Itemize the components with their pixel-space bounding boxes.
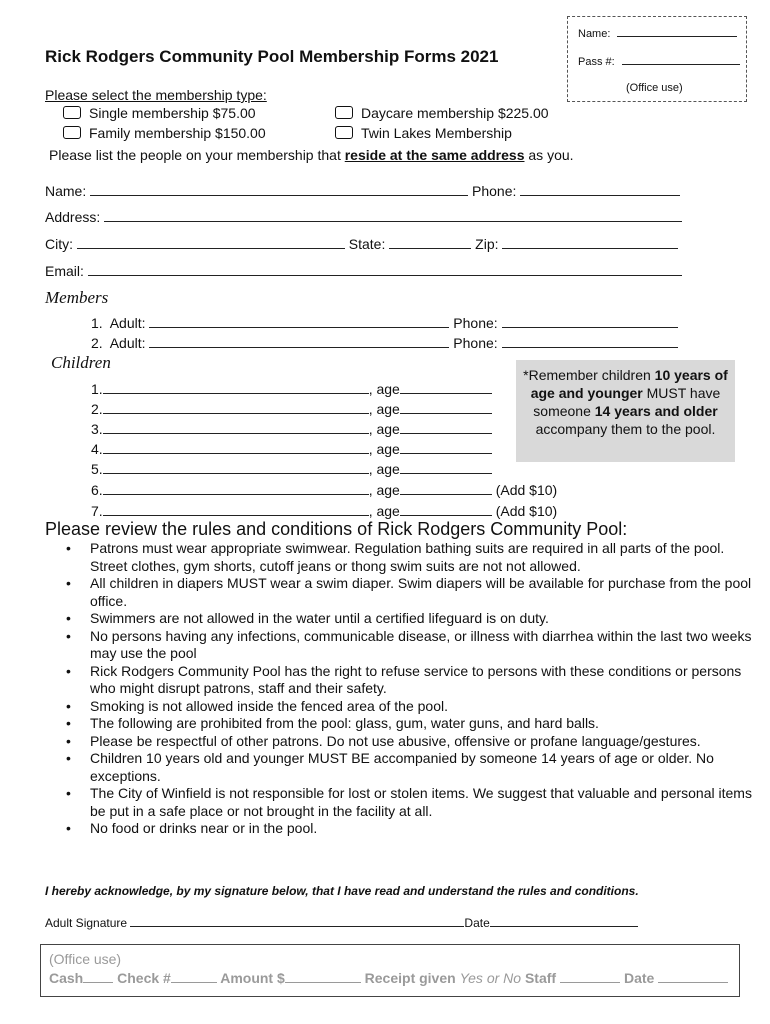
- member-number: 1.: [91, 315, 103, 331]
- rule-text: The following are prohibited from the pool: glass, gum, water guns, and hard balls.: [90, 715, 599, 731]
- child-number: 2.: [91, 401, 103, 417]
- option-twin-lakes-label: Twin Lakes Membership: [361, 125, 512, 141]
- cash-label: Cash: [49, 970, 84, 986]
- signature-field[interactable]: [130, 914, 464, 927]
- rule-item: [66, 540, 755, 575]
- zip-label: Zip:: [475, 236, 499, 252]
- option-family-label: Family membership $150.00: [89, 125, 266, 141]
- age-label: , age: [368, 482, 400, 498]
- staff-label: Staff: [524, 970, 557, 986]
- address-label: Address:: [45, 209, 101, 225]
- bullet-icon: •: [66, 820, 71, 836]
- bullet-icon: •: [66, 715, 71, 731]
- state-field[interactable]: [389, 234, 471, 249]
- child-name-field[interactable]: [103, 419, 369, 434]
- child-name-field[interactable]: [103, 459, 369, 474]
- reminder-emph-1: 10 years of age and younger: [530, 367, 728, 401]
- rule-text: No food or drinks near or in the pool.: [90, 820, 318, 836]
- checkbox-family[interactable]: [63, 126, 81, 139]
- office-name-label: Name:: [578, 28, 611, 40]
- office-pass-label: Pass #:: [578, 56, 615, 68]
- checkbox-twin-lakes[interactable]: [335, 126, 353, 139]
- reminder-box: [516, 360, 735, 462]
- email-field[interactable]: [88, 261, 682, 276]
- office-pass-field[interactable]: [622, 53, 740, 65]
- rule-text: Patrons must wear appropriate swimwear. Regulation bathing suits are required in all parts of the pool. Street clothes, gym shorts, cutoff jeans or thong swim suits are not not allowed.: [90, 540, 725, 574]
- signature-row: [45, 914, 638, 930]
- member-row: [91, 313, 678, 332]
- rule-item: [66, 750, 755, 785]
- office-use-payment-box: [40, 944, 740, 997]
- date-field[interactable]: [490, 914, 638, 927]
- child-age-field[interactable]: [400, 501, 492, 516]
- rule-item: [66, 820, 755, 838]
- reminder-text-3: accompany them to the pool.: [535, 421, 716, 437]
- member-row: [91, 333, 678, 352]
- child-row: [91, 419, 492, 438]
- rule-item: [66, 575, 755, 610]
- option-family[interactable]: [63, 124, 266, 142]
- membership-prompt: Please select the membership type:: [45, 87, 267, 103]
- office-use-caption: (Office use): [626, 82, 683, 94]
- office-use-caption: (Office use): [49, 951, 122, 967]
- age-label: , age: [368, 401, 400, 417]
- amount-label: Amount $: [220, 970, 285, 986]
- child-number: 4.: [91, 441, 103, 457]
- bullet-icon: •: [66, 697, 71, 714]
- option-daycare-label: Daycare membership $225.00: [361, 105, 549, 121]
- child-name-field[interactable]: [103, 399, 369, 414]
- rule-item: [66, 697, 755, 716]
- member-label: Adult:: [109, 335, 146, 351]
- option-twin-lakes[interactable]: [335, 124, 512, 142]
- bullet-icon: •: [66, 610, 71, 626]
- option-single-label: Single membership $75.00: [89, 105, 256, 121]
- child-age-field[interactable]: [400, 439, 492, 454]
- rule-item: [66, 785, 755, 820]
- age-label: , age: [368, 503, 400, 519]
- child-row: [91, 459, 492, 478]
- instruction-emphasis: reside at the same address: [344, 147, 525, 163]
- age-label: , age: [368, 441, 400, 457]
- rule-text: Please be respectful of other patrons. Do not use abusive, offensive or profane language/gestures.: [90, 732, 701, 749]
- child-row: [91, 379, 492, 398]
- instruction-text-1: Please list the people on your membership that: [49, 147, 345, 163]
- check-field[interactable]: [171, 969, 217, 983]
- rule-text: No persons having any infections, communicable disease, or illness with diarrhea within the last two weeks may use the pool: [90, 627, 752, 661]
- rule-item: [66, 715, 755, 733]
- bullet-icon: •: [66, 732, 71, 749]
- child-number: 6.: [91, 482, 103, 498]
- add-fee-note: (Add $10): [495, 482, 558, 498]
- member-phone-label: Phone:: [453, 335, 498, 351]
- child-age-field[interactable]: [400, 459, 492, 474]
- office-use-box: [567, 16, 747, 102]
- office-name-field[interactable]: [617, 25, 737, 37]
- child-age-field[interactable]: [400, 379, 492, 394]
- contact-address-row: [45, 207, 682, 226]
- child-row: [91, 480, 557, 499]
- age-label: , age: [368, 461, 400, 477]
- child-name-field[interactable]: [103, 439, 369, 454]
- receipt-options: Yes or No: [459, 970, 522, 986]
- child-age-field[interactable]: [400, 419, 492, 434]
- contact-email-row: [45, 261, 682, 280]
- reminder-text-1: *Remember children: [523, 367, 655, 383]
- date-label: Date: [464, 916, 490, 930]
- child-name-field[interactable]: [103, 379, 369, 394]
- receipt-label: Receipt given: [364, 970, 456, 986]
- phone-field[interactable]: [520, 181, 680, 196]
- member-phone-field[interactable]: [502, 333, 678, 348]
- rule-text: All children in diapers MUST wear a swim diaper. Swim diapers will be available for purchase from the pool office.: [90, 575, 752, 609]
- child-number: 3.: [91, 421, 103, 437]
- name-field[interactable]: [90, 181, 468, 196]
- children-heading: Children: [51, 353, 111, 372]
- checkbox-daycare[interactable]: [335, 106, 353, 119]
- rule-item: [66, 610, 755, 628]
- child-name-field[interactable]: [103, 480, 369, 495]
- member-number: 2.: [91, 335, 103, 351]
- member-name-field[interactable]: [149, 333, 449, 348]
- acknowledgement-text: I hereby acknowledge, by my signature below, that I have read and understand the rules and conditions.: [45, 884, 639, 898]
- option-single[interactable]: [63, 104, 256, 122]
- zip-field[interactable]: [502, 234, 678, 249]
- check-label: Check #: [117, 970, 171, 986]
- bullet-icon: •: [66, 627, 71, 644]
- rule-text: Swimmers are not allowed in the water until a certified lifeguard is on duty.: [90, 610, 549, 626]
- instruction-text-2: as you.: [524, 147, 574, 163]
- option-daycare[interactable]: [335, 104, 549, 122]
- child-number: 7.: [91, 503, 103, 519]
- child-number: 1.: [91, 381, 103, 397]
- age-label: , age: [368, 381, 400, 397]
- child-row: [91, 439, 492, 458]
- bullet-icon: •: [66, 785, 71, 801]
- reminder-emph-2: 14 years and older: [594, 403, 718, 419]
- email-label: Email:: [45, 263, 84, 279]
- members-heading: Members: [45, 288, 109, 307]
- bullet-icon: •: [66, 575, 71, 591]
- address-field[interactable]: [104, 207, 682, 222]
- staff-field[interactable]: [560, 969, 620, 983]
- age-label: , age: [368, 421, 400, 437]
- residence-instruction: [49, 146, 574, 164]
- office-date-label: Date: [623, 970, 655, 986]
- contact-city-row: [45, 234, 678, 253]
- add-fee-note: (Add $10): [495, 503, 558, 519]
- member-label: Adult:: [109, 315, 146, 331]
- reminder-text-2: MUST have someone: [533, 385, 721, 419]
- rules-heading: Please review the rules and conditions of Rick Rodgers Community Pool:: [45, 519, 628, 539]
- office-date-field[interactable]: [658, 969, 728, 983]
- child-number: 5.: [91, 461, 103, 477]
- rule-text: Smoking is not allowed inside the fenced area of the pool.: [90, 697, 449, 714]
- page-title: Rick Rodgers Community Pool Membership Forms 2021: [45, 47, 499, 66]
- phone-label: Phone:: [472, 183, 517, 199]
- payment-row: [49, 969, 728, 986]
- bullet-icon: •: [66, 540, 71, 556]
- child-name-field[interactable]: [103, 501, 369, 516]
- bullet-icon: •: [66, 662, 71, 679]
- cash-field[interactable]: [83, 969, 113, 983]
- child-row: [91, 501, 557, 520]
- amount-field[interactable]: [285, 969, 361, 983]
- member-phone-label: Phone:: [453, 315, 498, 331]
- bullet-icon: •: [66, 750, 71, 766]
- city-label: City:: [45, 236, 73, 252]
- rules-list: [60, 540, 755, 838]
- child-row: [91, 399, 492, 418]
- state-label: State:: [348, 236, 386, 252]
- rule-text: Rick Rodgers Community Pool has the right to refuse service to persons with these conditions or persons who might disrupt patrons, staff and their safety.: [90, 662, 742, 696]
- city-field[interactable]: [77, 234, 345, 249]
- name-label: Name:: [45, 183, 87, 199]
- signature-label: Adult Signature: [45, 916, 128, 930]
- rule-item: [66, 627, 755, 663]
- rule-item: [66, 732, 755, 751]
- contact-name-row: [45, 181, 680, 200]
- member-name-field[interactable]: [149, 313, 449, 328]
- child-age-field[interactable]: [400, 480, 492, 495]
- member-phone-field[interactable]: [502, 313, 678, 328]
- child-age-field[interactable]: [400, 399, 492, 414]
- checkbox-single[interactable]: [63, 106, 81, 119]
- rule-item: [66, 662, 755, 698]
- rule-text: The City of Winfield is not responsible for lost or stolen items. We suggest that valuable and personal items be put in a safe place or not brought in the facility at all.: [90, 785, 752, 819]
- rule-text: Children 10 years old and younger MUST BE accompanied by someone 14 years of age or older. No exceptions.: [90, 750, 714, 784]
